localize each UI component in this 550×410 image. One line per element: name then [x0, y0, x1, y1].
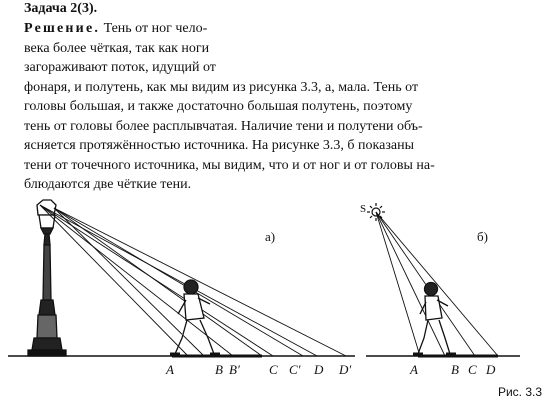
street-lamp-icon [28, 200, 66, 356]
text-line-4: фонаря, и полутень, как мы видим из рисунка 3.3, а, мала. Тень от [24, 79, 419, 95]
text-line-6: тень от головы более расплывчатая. Наличие тени и полутени объ- [24, 118, 423, 134]
point-a-B: B [215, 362, 223, 377]
task-title: Задача 2(3). [24, 1, 98, 16]
point-a-A: A [166, 362, 174, 377]
text-line-1: Тень от ног чело- [103, 21, 208, 36]
text-line-8: тени от точечного источника, мы видим, что и от ног и от головы на- [24, 157, 435, 173]
text-line-9: блюдаются две чёткие тени. [24, 177, 192, 192]
point-a-C: C [269, 362, 278, 377]
figure-b-label: б) [477, 229, 488, 244]
figure-a-label: а) [265, 229, 276, 244]
point-b-B: B [451, 362, 459, 377]
point-b-A: A [410, 362, 418, 377]
text-line-5: головы большая, и также достаточно большая полутень, поэтому [24, 99, 413, 114]
text-line-3: загораживают поток, идущий от [24, 60, 216, 75]
point-a-B-prime: B′ [229, 362, 240, 377]
text-line-7: ясняется протяжённостью источника. На рисунке 3.3, б показаны [24, 138, 414, 153]
point-a-D-prime: D′ [339, 362, 352, 377]
text-line-2: века более чёткая, так как ноги [24, 40, 210, 56]
figure-caption: Рис. 3.3 [497, 385, 542, 399]
figure-b [366, 203, 520, 356]
point-a-C-prime: C′ [289, 362, 301, 377]
solution-lead: Решение. [24, 21, 101, 36]
point-b-C: C [468, 362, 477, 377]
point-a-D: D [314, 362, 324, 377]
figure-a [8, 200, 355, 356]
point-b-D: D [486, 362, 496, 377]
source-label-s: S [360, 203, 367, 215]
